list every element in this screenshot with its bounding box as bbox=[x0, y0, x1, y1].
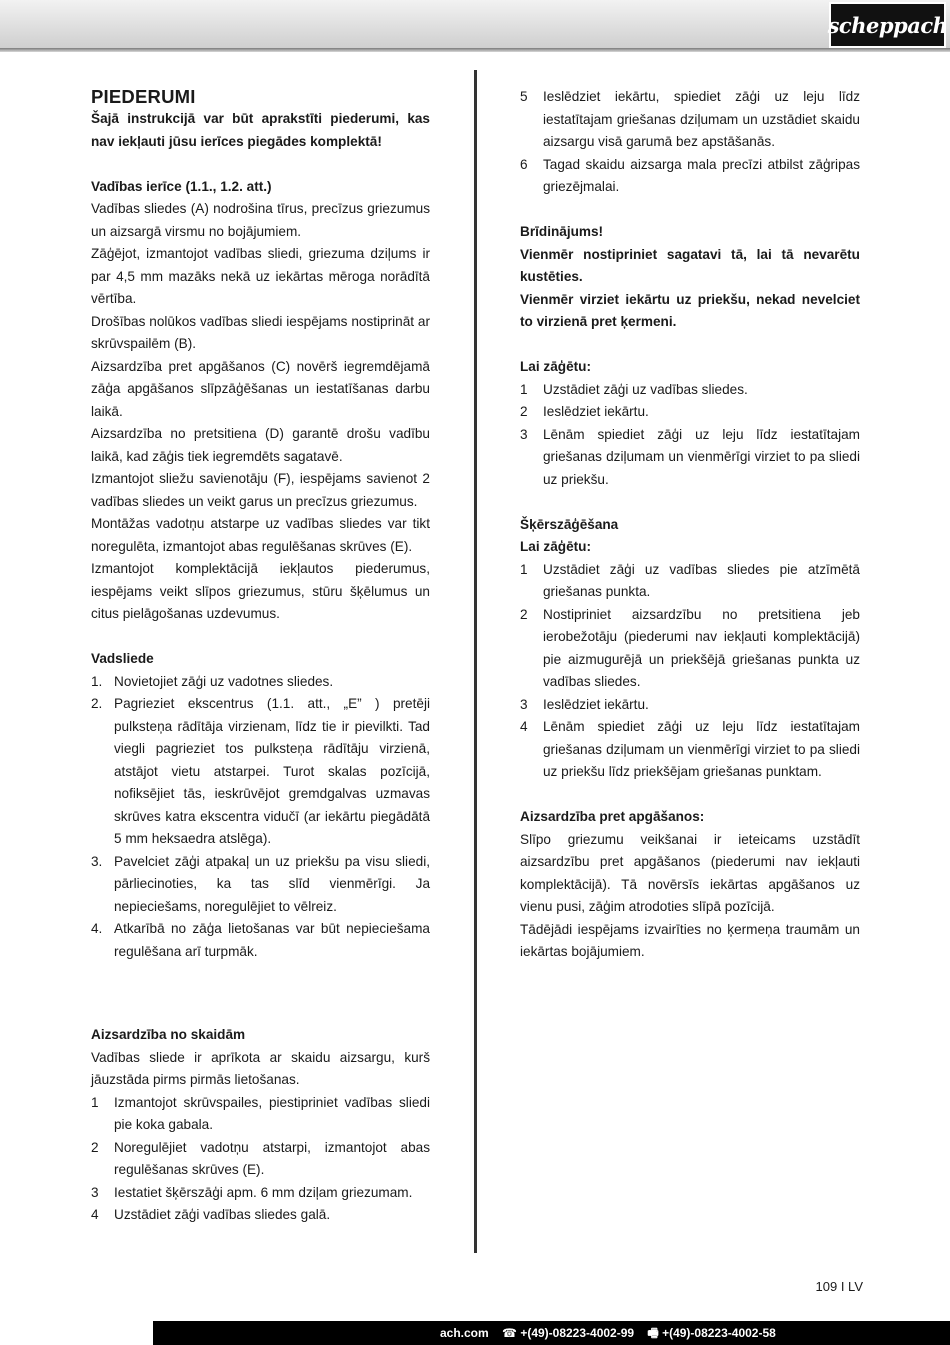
right-column bbox=[520, 86, 860, 964]
paragraph: Izmantojot sliežu savienotāju (F), iespējams savienot 2 vadības sliedes un veikt garus un precīzus griezumus. bbox=[91, 471, 430, 509]
list-item: 3 Lēnām spiediet zāģi uz leju līdz iestatītajam griešanas dziļumam un vienmērīgi virziet to pa sliedi uz priekšu. bbox=[520, 426, 860, 487]
list-item: 3. Pavelciet zāģi atpakaļ un uz priekšu pa visu sliedi, pārliecinoties, ka tas slīd vienmērīgi. Ja nepieciešams, noregulējiet to vēlreiz. bbox=[91, 853, 430, 914]
left-column bbox=[91, 86, 430, 963]
tip-heading: Aizsardzība pret apgāšanos: bbox=[520, 809, 705, 824]
header-shadow bbox=[0, 48, 950, 52]
list-item: 4 Uzstādiet zāģi vadības sliedes galā. bbox=[91, 1207, 331, 1222]
paragraph: Aizsardzība no pretsitiena (D) garantē drošu vadību laikā, kad zāģis tiek iegremdēts sagatavē. bbox=[91, 426, 430, 464]
paragraph: Slīpo griezumu veikšanai ir ieteicams uzstādīt aizsardzību pret apgāšanos (piederumi nav iekļauti komplektācijā). Tā novērsīs iekārtas apgāšanos uz vienu pusi, zāģim atrodoties slīpā pozīcijā. bbox=[520, 831, 860, 914]
paragraph: Vadības sliede ir aprīkota ar skaidu aizsargu, kurš jāuzstāda pirms pirmās lietošanas. bbox=[91, 1049, 430, 1087]
list-item: 1 Izmantojot skrūvspailes, piestipriniet vadības sliedi pie koka gabala. bbox=[91, 1094, 430, 1132]
footer-web-link[interactable]: ach.com bbox=[440, 1326, 489, 1340]
saw-heading: Lai zāģētu: bbox=[520, 359, 591, 374]
list-item: 3 Iestatiet šķērszāģi apm. 6 mm dziļam griezumam. bbox=[91, 1184, 413, 1200]
warning-line: Vienmēr virziet iekārtu uz priekšu, nekad nevelciet to virzienā pret ķermeni. bbox=[520, 291, 860, 329]
warning-line: Vienmēr nostipriniet sagatavi tā, lai tā nevarētu kustēties. bbox=[520, 246, 860, 284]
page-title: PIEDERUMI bbox=[91, 86, 196, 107]
footer-fax: 🖷 +(49)-08223-4002-58 bbox=[647, 1326, 776, 1340]
paragraph: Tādējādi iespējams izvairīties no ķermeņa traumām un iekārtas bojājumiem. bbox=[520, 921, 860, 959]
list-item: 3 Ieslēdziet iekārtu. bbox=[520, 696, 649, 712]
footer-phone: ☎ +(49)-08223-4002-99 bbox=[502, 1326, 635, 1340]
list-item: 5 Ieslēdziet iekārtu, spiediet zāģi uz leju līdz iestatītajam griešanas dziļumam un uzstādiet skaidu aizsargu visā garumā bez apstāšanās. bbox=[520, 89, 860, 149]
rail-list bbox=[91, 671, 430, 964]
paragraph: Zāģējot, izmantojot vadības sliedi, griezuma dziļums ir par 4,5 mm mazāks nekā uz iekārtas mēroga norādītā vērtība. bbox=[91, 246, 430, 306]
list-item: 1. Novietojiet zāģi uz vadotnes sliedes. bbox=[91, 673, 334, 689]
cross-list bbox=[520, 559, 860, 784]
cross-heading: Šķērszāģēšana bbox=[520, 516, 619, 532]
column-divider bbox=[474, 70, 477, 1253]
list-item: 4 Lēnām spiediet zāģi uz leju līdz iestatītajam griešanas dziļumam un vienmērīgi virziet to pa sliedi uz priekšu līdz priekšējam griešanas punktam. bbox=[520, 719, 860, 779]
header-bar bbox=[0, 0, 950, 48]
list-item: 4. Atkarībā no zāģa lietošanas var būt nepieciešama regulēšana arī turpmāk. bbox=[91, 921, 430, 959]
rail-heading: Vadsliede bbox=[91, 651, 154, 666]
cross-subheading: Lai zāģētu: bbox=[520, 539, 591, 554]
footer-white-block bbox=[0, 1321, 153, 1345]
list-item: 1 Uzstādiet zāģi uz vadības sliedes. bbox=[520, 381, 748, 397]
paragraph: Drošības nolūkos vadības sliedi iespējams nostiprināt ar skrūvspailēm (B). bbox=[91, 313, 430, 351]
chips-heading: Aizsardzība no skaidām bbox=[91, 1027, 246, 1042]
continued-list bbox=[520, 86, 860, 199]
paragraph: Aizsardzība pret apgāšanos (C) novērš iegremdējamā zāģa apgāšanos slīpzāģēšanas un iestatīšanas darbu laikā. bbox=[91, 358, 430, 419]
chips-section bbox=[91, 1024, 430, 1227]
page-number: 109 I LV bbox=[815, 1279, 863, 1294]
list-item: 1 Uzstādiet zāģi uz vadības sliedes pie atzīmētā griešanas punkta. bbox=[520, 561, 860, 599]
intro-note: Šajā instrukcijā var būt aprakstīti piederumi, kas nav iekļauti jūsu ierīces piegādes komplektā! bbox=[91, 111, 430, 149]
brand-logo: scheppach bbox=[829, 2, 946, 48]
list-item: 6 Tagad skaidu aizsarga mala precīzi atbilst zāģripas griezējmalai. bbox=[520, 156, 860, 194]
paragraph: Izmantojot komplektācijā iekļautos piederumus, iespējams veikt slīpos griezumus, stūru šķēlumus un citus pielāgošanas uzdevumus. bbox=[91, 561, 430, 621]
guide-heading: Vadības ierīce (1.1., 1.2. att.) bbox=[91, 178, 272, 194]
list-item: 2 Ieslēdziet iekārtu. bbox=[520, 404, 649, 419]
list-item: 2. Pagrieziet ekscentrus (1.1. att., „E” ) pretēji pulksteņa rādītāja virzienam, līdz tie ir pievilkti. Tad viegli pagrieziet tos pulksteņa rādītāju virzienā, atstājot vietu atstarpei. Turot skalas pozīcijā, nofiksējiet tās, ieskrūvējot gremdgalvas uzmavas skrūves katra ekscentra vidučī (ar iekārtu piegādātā 5 mm heksaedra atslēga). bbox=[91, 696, 430, 846]
paragraph: Montāžas vadotņu atstarpe uz vadības sliedes var tikt noregulēta, izmantojot abas regulēšanas skrūves (E). bbox=[91, 516, 430, 554]
paragraph: Vadības sliedes (A) nodrošina tīrus, precīzus griezumus un aizsargā virsmu no bojājumiem. bbox=[91, 201, 430, 239]
footer-contact bbox=[440, 1321, 786, 1345]
warning-heading: Brīdinājums! bbox=[520, 224, 604, 239]
list-item: 2 Noregulējiet vadotņu atstarpi, izmantojot abas regulēšanas skrūves (E). bbox=[91, 1139, 430, 1177]
list-item: 2 Nostipriniet aizsardzību no pretsitiena jeb ierobežotāju (piederumi nav iekļauti komplektācijā) pie aizmugurējā un priekšējā griešanas punkta uz vadības sliedes. bbox=[520, 606, 860, 689]
saw-list bbox=[520, 379, 860, 492]
chips-list bbox=[91, 1092, 430, 1227]
